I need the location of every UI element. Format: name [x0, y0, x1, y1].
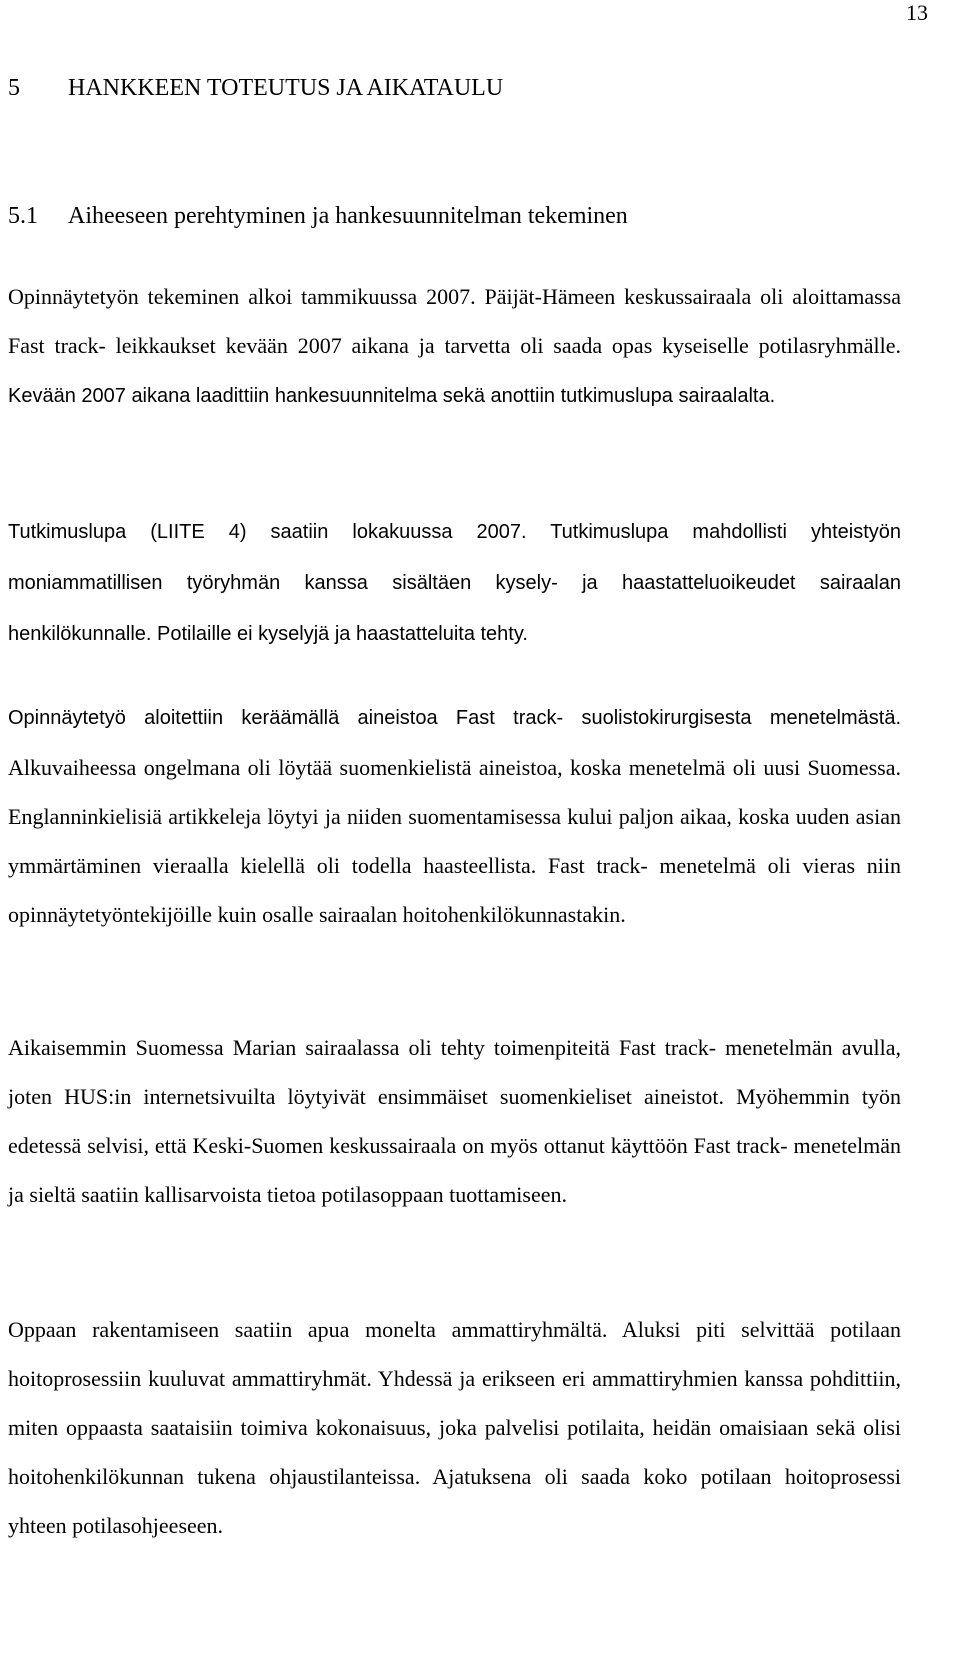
paragraph-4: [8, 1023, 901, 1219]
chapter-heading: [8, 73, 503, 103]
paragraph-1-serif-text: Opinnäytetyön tekeminen alkoi tammikuussa 2007. Päijät-Hämeen keskussairaala oli aloittamassa Fast track- leikkaukset kevään 2007 aikana ja tarvetta oli saada opas kyseiselle potilasryhmälle.: [8, 284, 901, 358]
paragraph-3-serif-text: Alkuvaiheessa ongelmana oli löytää suomenkielistä aineistoa, koska menetelmä oli uusi Suomessa. Englanninkielisiä artikkeleja löytyi ja niiden suomentamisessa kului paljon aikaa, koska uuden asian ymmärtäminen vieraalla kielellä oli todella haasteellista. Fast track- menetelmä oli vieras niin opinnäytetyöntekijöille kuin osalle sairaalan hoitohenkilökunnastakin.: [8, 755, 901, 927]
paragraph-5-serif-text: Oppaan rakentamiseen saatiin apua monelta ammattiryhmältä. Aluksi piti selvittää potilaan hoitoprosessiin kuuluvat ammattiryhmät. Yhdessä ja erikseen eri ammattiryhmien kanssa pohdittiin, miten oppaasta saataisiin toimiva kokonaisuus, joka palvelisi potilaita, heidän omaisiaan sekä olisi hoitohenkilökunnan tukena ohjaustilanteissa. Ajatuksena oli saada koko potilaan hoitoprosessi yhteen potilasohjeeseen.: [8, 1317, 901, 1538]
paragraph-2: [8, 506, 901, 659]
section-number: 5.1: [8, 203, 38, 229]
chapter-title: HANKKEEN TOTEUTUS JA AIKATAULU: [68, 75, 504, 101]
paragraph-2-sans-text: Tutkimuslupa (LIITE 4) saatiin lokakuussa 2007. Tutkimuslupa mahdollisti yhteistyön moniammatillisen työryhmän kanssa sisältäen kysely- ja haastatteluoikeudet sairaalan henkilökunnalle. Potilaille ei kyselyjä ja haastatteluita tehty.: [8, 521, 901, 645]
paragraph-4-serif-text: Aikaisemmin Suomessa Marian sairaalassa oli tehty toimenpiteitä Fast track- menetelmän avulla, joten HUS:in internetsivuilta löytyivät ensimmäiset suomenkieliset aineistot. Myöhemmin työn edetessä selvisi, että Keski-Suomen keskussairaala on myös ottanut käyttöön Fast track- menetelmän ja sieltä saatiin kallisarvoista tietoa potilasoppaan tuottamiseen.: [8, 1035, 901, 1207]
paragraph-1: [8, 272, 901, 421]
paragraph-3: [8, 692, 901, 939]
paragraph-1-sans-text: Kevään 2007 aikana laadittiin hankesuunnitelma sekä anottiin tutkimuslupa sairaalalta.: [8, 385, 776, 407]
page-number: 13: [906, 0, 928, 25]
section-title: Aiheeseen perehtyminen ja hankesuunnitelman tekeminen: [68, 203, 628, 229]
paragraph-5: [8, 1305, 901, 1550]
section-heading: [8, 201, 628, 231]
paragraph-3-sans-text: Opinnäytetyö aloitettiin keräämällä aineistoa Fast track- suolistokirurgisesta menetelmästä.: [8, 707, 901, 729]
chapter-number: 5: [8, 75, 20, 101]
